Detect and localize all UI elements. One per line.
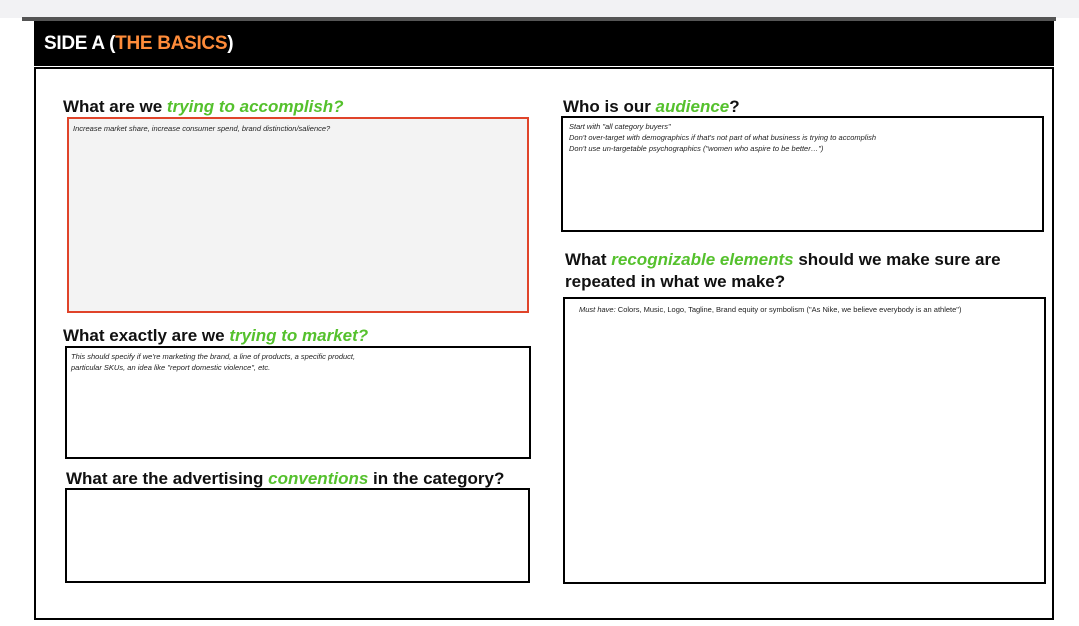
market-label-pre: What exactly are we [63, 326, 230, 345]
audience-hint-line1: Start with "all category buyers" [569, 122, 671, 131]
accomplish-hint: Increase market share, increase consumer spend, brand distinction/salience? [73, 124, 331, 133]
elements-label [565, 249, 1001, 271]
elements-label-post: should we make sure are [793, 250, 1001, 269]
market-label [63, 325, 368, 347]
market-hint [71, 351, 355, 373]
header-prefix: SIDE A ( [44, 33, 116, 54]
window-top-strip [0, 0, 1079, 18]
conventions-textbox[interactable] [65, 488, 530, 583]
elements-hint-italic: Must have: [579, 305, 616, 314]
elements-label-green: recognizable elements [611, 250, 794, 269]
accomplish-textbox[interactable] [67, 117, 529, 313]
elements-label-pre: What [565, 250, 612, 269]
market-hint-line1: This should specify if we're marketing the brand, a line of products, a specific product, [71, 352, 356, 361]
audience-label-post: ? [729, 97, 740, 116]
conventions-label-pre: What are the advertising [66, 469, 269, 488]
audience-hint-line3: Don't use un-targetable psychographics ("women who aspire to be better…") [569, 144, 824, 153]
audience-label-green: audience [655, 97, 730, 116]
elements-hint [579, 304, 961, 315]
header-suffix: ) [227, 33, 234, 54]
conventions-label-post: in the category? [368, 469, 505, 488]
accomplish-label-pre: What are we [63, 97, 167, 116]
market-textbox[interactable] [65, 346, 531, 459]
conventions-label-green: conventions [268, 469, 369, 488]
page-header [34, 21, 1054, 66]
accomplish-label [63, 96, 344, 118]
conventions-label [66, 468, 504, 490]
audience-hint [569, 121, 876, 154]
audience-label [563, 96, 740, 118]
accomplish-label-green: trying to accomplish? [166, 97, 344, 116]
audience-textbox[interactable] [561, 116, 1044, 232]
elements-label-line2: repeated in what we make? [565, 272, 786, 291]
market-label-green: trying to market? [229, 326, 369, 345]
elements-textbox[interactable] [563, 297, 1046, 584]
elements-hint-rest: Colors, Music, Logo, Tagline, Brand equity or symbolism ("As Nike, we believe everybody is an athlete") [615, 305, 962, 314]
audience-hint-line2: Don't over-target with demographics if that's not part of what business is trying to accomplish [569, 133, 877, 142]
market-hint-line2: particular SKUs, an idea like "report domestic violence", etc. [71, 363, 271, 372]
header-accent: THE BASICS [115, 33, 228, 54]
audience-label-pre: Who is our [563, 97, 656, 116]
